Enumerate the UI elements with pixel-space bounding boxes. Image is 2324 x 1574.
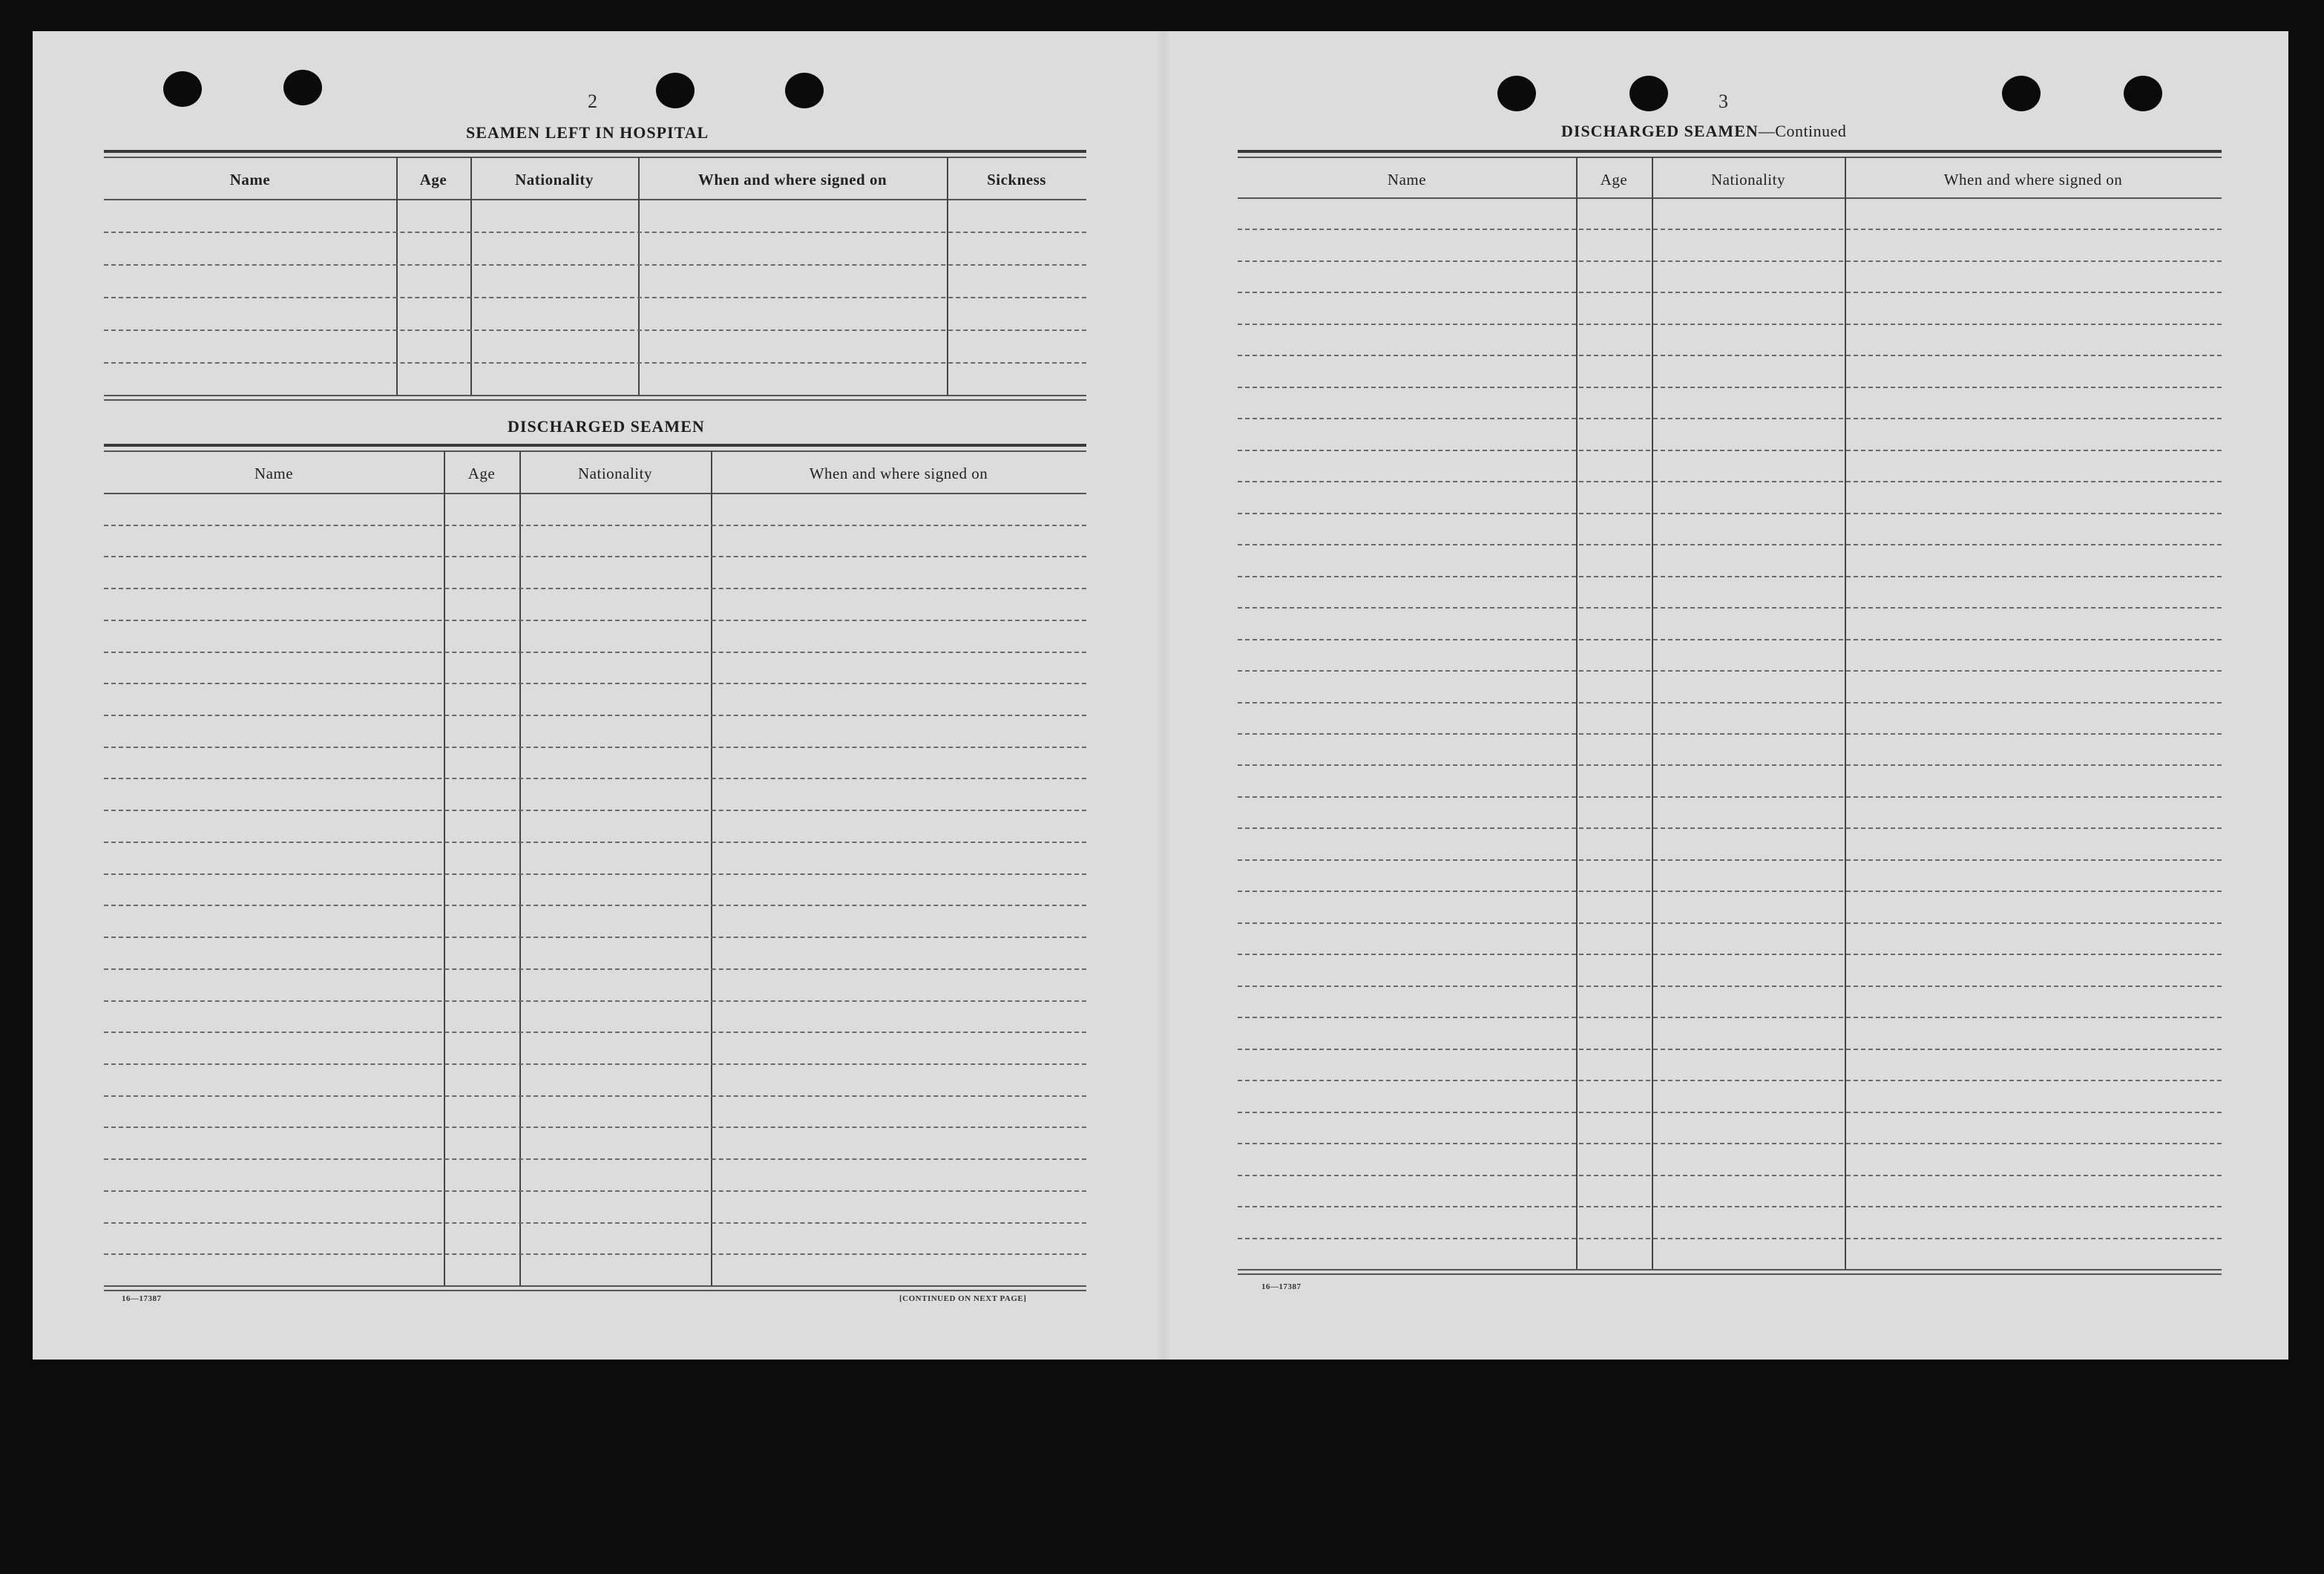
table-row (1238, 1080, 2222, 1081)
table-row (1238, 513, 2222, 514)
table-row (1238, 859, 2222, 861)
table-row (104, 264, 1086, 266)
column-divider (947, 157, 948, 395)
column-divider (519, 451, 521, 1285)
table-row (104, 810, 1086, 811)
table-row (1238, 1112, 2222, 1113)
table-row (1238, 544, 2222, 545)
table-row (1238, 450, 2222, 451)
table-row (104, 1063, 1086, 1065)
table-row (104, 588, 1086, 589)
section-title (1561, 122, 1846, 141)
table-top-rule (104, 150, 1086, 153)
table-row (104, 620, 1086, 621)
header-rule (1238, 197, 2222, 199)
table-row (104, 747, 1086, 748)
table-row (104, 715, 1086, 716)
section-title-main: DISCHARGED SEAMEN (1561, 122, 1759, 140)
table-row (1238, 418, 2222, 419)
punch-hole (283, 70, 322, 105)
table-row (104, 1127, 1086, 1128)
punch-hole (1497, 76, 1536, 111)
table-row (104, 1190, 1086, 1192)
column-divider (470, 157, 472, 395)
form-code: 16—17387 (1261, 1282, 1301, 1291)
table-row (1238, 1206, 2222, 1207)
table-top-rule (1238, 150, 2222, 153)
punch-hole (1629, 76, 1668, 111)
column-header: Age (467, 465, 496, 482)
table-row (1238, 355, 2222, 356)
section-title-suffix: —Continued (1758, 122, 1847, 140)
table-top-rule (104, 157, 1086, 158)
table-bottom-rule (1238, 1273, 2222, 1275)
table-row (1238, 387, 2222, 388)
table-row (104, 525, 1086, 526)
table-row (104, 1000, 1086, 1002)
table-row (104, 873, 1086, 875)
form-code: 16—17387 (122, 1294, 162, 1303)
header-rule (104, 493, 1086, 494)
table-row (1238, 639, 2222, 640)
table-bottom-rule (104, 1285, 1086, 1287)
page-number: 2 (588, 91, 597, 112)
table-row (104, 968, 1086, 970)
table-row (1238, 796, 2222, 798)
punch-hole (2002, 76, 2041, 111)
table-row (104, 232, 1086, 233)
column-divider (638, 157, 640, 395)
header-rule (104, 199, 1086, 200)
table-top-rule (1238, 157, 2222, 158)
table-row (1238, 670, 2222, 672)
column-header: When and where signed on (697, 171, 887, 188)
section-title: DISCHARGED SEAMEN (508, 417, 705, 436)
table-row (1238, 1049, 2222, 1050)
table-row (1238, 733, 2222, 735)
table-row (104, 556, 1086, 557)
table-row (1238, 260, 2222, 262)
table-row (1238, 607, 2222, 609)
table-bottom-rule (1238, 1269, 2222, 1270)
punch-hole (2124, 76, 2162, 111)
column-header: Nationality (1711, 171, 1785, 188)
table-row (104, 905, 1086, 906)
table-row (104, 652, 1086, 653)
table-row (104, 1095, 1086, 1097)
continued-note: [CONTINUED ON NEXT PAGE] (899, 1294, 1027, 1303)
column-divider (711, 451, 712, 1285)
table-row (1238, 954, 2222, 955)
table-row (1238, 1143, 2222, 1144)
column-header: Nationality (578, 465, 652, 482)
table-row (1238, 891, 2222, 892)
table-row (1238, 229, 2222, 230)
table-row (104, 362, 1086, 364)
table-row (104, 1032, 1086, 1033)
table-row (1238, 986, 2222, 987)
column-header: Name (229, 171, 271, 188)
table-bottom-rule (104, 1290, 1086, 1291)
table-row (1238, 1017, 2222, 1018)
punch-hole (656, 73, 695, 108)
table-row (1238, 702, 2222, 704)
punch-hole (163, 71, 202, 107)
column-header: Name (254, 465, 294, 482)
column-header: When and where signed on (809, 465, 988, 482)
table-row (104, 778, 1086, 779)
punch-hole (785, 73, 824, 108)
column-header: When and where signed on (1943, 171, 2123, 188)
table-bottom-rule (104, 395, 1086, 396)
table-row (104, 297, 1086, 298)
table-row (104, 683, 1086, 684)
table-row (1238, 1238, 2222, 1239)
table-top-rule (104, 444, 1086, 447)
table-row (1238, 481, 2222, 482)
table-row (104, 842, 1086, 843)
table-row (1238, 576, 2222, 577)
table-row (1238, 292, 2222, 293)
table-row (1238, 764, 2222, 766)
column-divider (444, 451, 445, 1285)
column-header: Age (419, 171, 447, 188)
column-header: Name (1387, 171, 1427, 188)
column-header: Age (1600, 171, 1628, 188)
table-row (104, 329, 1086, 331)
table-row (104, 937, 1086, 938)
table-row (1238, 324, 2222, 325)
column-header: Nationality (515, 171, 594, 188)
table-row (1238, 827, 2222, 829)
page-number: 3 (1719, 91, 1728, 112)
column-header: Sickness (987, 171, 1046, 188)
ledger-sheet (33, 31, 2288, 1360)
column-divider (396, 157, 398, 395)
table-bottom-rule (104, 399, 1086, 401)
table-row (1238, 922, 2222, 924)
section-title: SEAMEN LEFT IN HOSPITAL (466, 123, 709, 142)
table-row (104, 1253, 1086, 1255)
table-row (1238, 1175, 2222, 1176)
table-row (104, 1222, 1086, 1224)
table-row (104, 1158, 1086, 1160)
table-top-rule (104, 450, 1086, 452)
